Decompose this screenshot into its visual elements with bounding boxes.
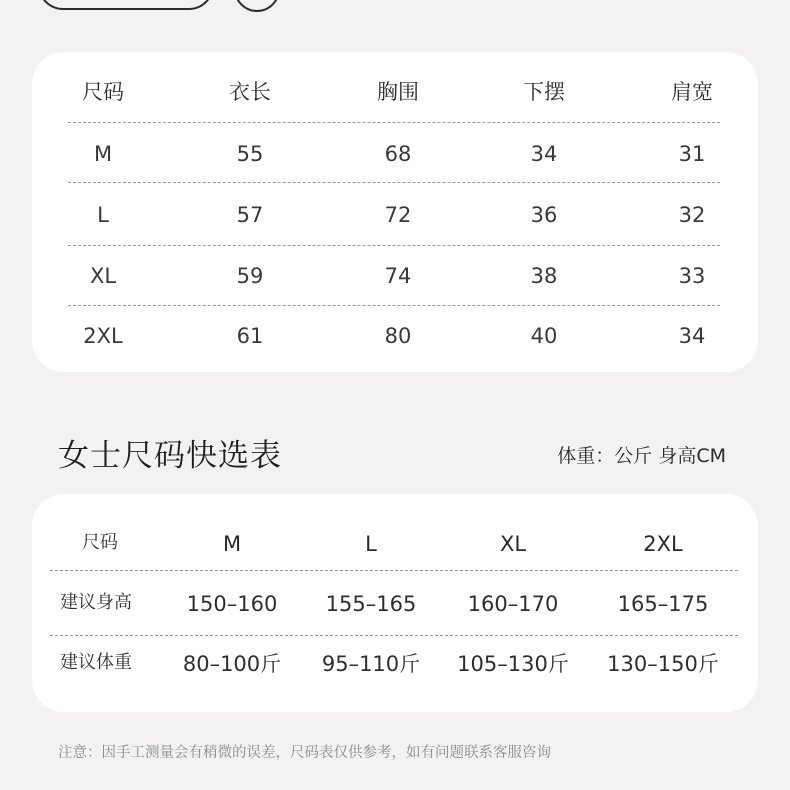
size-cell: M [93, 142, 113, 166]
size-table-card [32, 52, 758, 372]
hem-cell: 36 [530, 203, 558, 227]
header-length: 衣长 [229, 80, 271, 104]
divider [50, 570, 738, 571]
header-size-label: 尺码 [82, 532, 118, 553]
height-cell: 150–160 [186, 592, 278, 616]
chest-cell: 74 [384, 264, 412, 288]
size-header: 2XL [643, 532, 683, 556]
hem-cell: 38 [530, 264, 558, 288]
header-chest: 胸围 [377, 80, 419, 104]
footer-note: 注意：因手工测量会有稍微的误差，尺码表仅供参考，如有问题联系客服咨询 [58, 745, 551, 761]
divider [68, 305, 720, 306]
header-size: 尺码 [82, 80, 124, 104]
divider [68, 182, 720, 183]
header-hem: 下摆 [523, 80, 565, 104]
weight-cell: 95–110斤 [321, 652, 421, 676]
height-cell: 165–175 [617, 592, 709, 616]
chest-cell: 80 [384, 324, 412, 348]
top-tag-circle [234, 0, 280, 12]
top-tag-pill [38, 0, 214, 10]
size-header: XL [499, 532, 527, 556]
length-cell: 59 [236, 264, 264, 288]
shoulder-cell: 33 [678, 264, 706, 288]
unit-note: 体重：公斤 身高CM [557, 445, 726, 467]
weight-cell: 80–100斤 [182, 652, 282, 676]
height-cell: 155–165 [325, 592, 417, 616]
row-label-height: 建议身高 [60, 592, 132, 613]
size-cell: 2XL [83, 324, 123, 348]
row-label-weight: 建议体重 [60, 652, 132, 673]
quick-select-title: 女士尺码快选表 [58, 438, 282, 474]
size-header: L [365, 532, 377, 556]
shoulder-cell: 34 [678, 324, 706, 348]
divider [68, 122, 720, 123]
weight-cell: 105–130斤 [457, 652, 569, 676]
divider [50, 635, 738, 636]
weight-cell: 130–150斤 [607, 652, 719, 676]
chest-cell: 68 [384, 142, 412, 166]
shoulder-cell: 31 [678, 142, 706, 166]
height-cell: 160–170 [467, 592, 559, 616]
quick-select-card [32, 494, 758, 712]
size-header: M [222, 532, 242, 556]
shoulder-cell: 32 [678, 203, 706, 227]
hem-cell: 40 [530, 324, 558, 348]
size-cell: L [97, 203, 109, 227]
divider [68, 245, 720, 246]
header-shoulder: 肩宽 [671, 80, 713, 104]
chest-cell: 72 [384, 203, 412, 227]
length-cell: 61 [236, 324, 264, 348]
size-cell: XL [89, 264, 117, 288]
length-cell: 55 [236, 142, 264, 166]
hem-cell: 34 [530, 142, 558, 166]
length-cell: 57 [236, 203, 264, 227]
